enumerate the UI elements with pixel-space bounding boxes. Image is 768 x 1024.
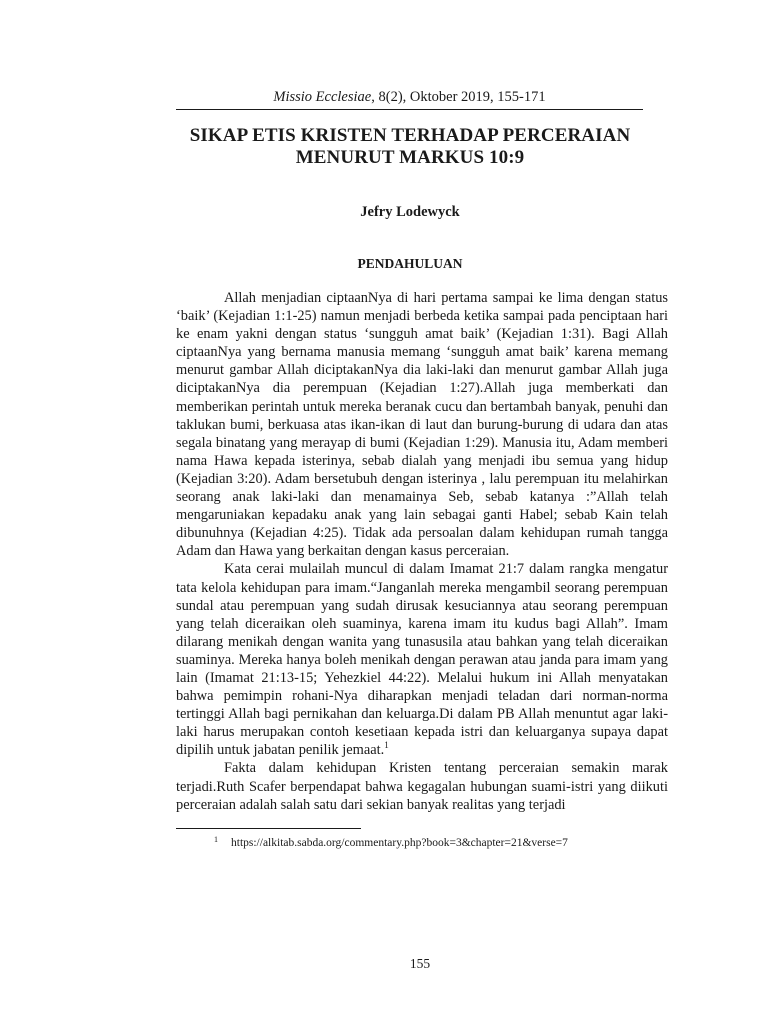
journal-volume-issue: , 8(2), Oktober 2019, 155-171 (371, 89, 546, 105)
article-title (160, 125, 660, 169)
article-title-line-2: MENURUT MARKUS 10:9 (295, 147, 525, 168)
journal-citation-header (176, 88, 643, 106)
section-heading: PENDAHULUAN (357, 256, 463, 271)
paragraph-1: Allah menjadian ciptaanNya di hari pertama sampai ke lima dengan status ‘baik’ (Kejadian 1:1-25) namun menjadi berbeda ketika sampai pada penciptaan hari ke enam yakni dengan status ‘sungguh amat baik’ (Kejadian 1:31). Bagi Allah ciptaanNya yang bernama manusia memang ‘sungguh amat baik’ karena memang menurut gambar Allah diciptakanNya dia laki-laki dan menurut gambar Allah juga diciptakanNya dia perempuan (Kejadian 1:27).Allah juga memberkati dan memberikan perintah untuk mereka beranak cucu dan bertambah banyak, penuhi dan taklukan bumi, berkuasa atas ikan-ikan di laut dan burung-burung di udara dan atas segala binatang yang merayap di bumi (Kejadian 1:29). Manusia itu, Adam memberi nama Hawa kepada isterinya, sebab dialah yang menjadi ibu semua yang hidup (Kejadian 3:20). Adam bersetubuh dengan isterinya , lalu perempuan itu melahirkan seorang anak laki-laki dan menamainya Seb, sebab katanya :”Allah telah mengaruniakan kepadaku anak yang lain sebagai ganti Habel; sebab Kain telah dibunuhnya (Kejadian 4:25). Tidak ada persoalan dalam kehidupan rumah tangga Adam dan Hawa yang berkaitan dengan kasus perceraian. (176, 290, 668, 560)
page-number: 155 (409, 956, 431, 971)
author-name: Jefry Lodewyck (360, 204, 460, 220)
footnote-marker: 1 (214, 835, 218, 844)
journal-name: Missio Ecclesiae (273, 89, 372, 105)
footnote-url[interactable]: https://alkitab.sabda.org/commentary.php?book=3&chapter=21&verse=7 (231, 837, 568, 849)
header-divider (176, 109, 643, 110)
article-title-line-1: SIKAP ETIS KRISTEN TERHADAP PERCERAIAN (189, 125, 631, 146)
paragraph-3: Fakta dalam kehidupan Kristen tentang perceraian semakin marak terjadi.Ruth Scafer berpendapat bahwa kegagalan hubungan suami-istri yang diikuti perceraian adalah salah satu dari sekian banyak realitas yang terjadi (176, 760, 668, 813)
article-body (176, 289, 668, 814)
footnote-divider (176, 828, 361, 829)
paragraph-2 (176, 560, 668, 759)
footnote-reference[interactable]: 1 (384, 740, 389, 751)
paragraph-2-text: Kata cerai mulailah muncul di dalam Imamat 21:7 dalam rangka mengatur tata kelola kehidupan para imam.“Janganlah mereka mengambil seorang perempuan sundal atau perempuan yang sudah dirusak kesuciannya atau seorang perempuan yang telah diceraikan oleh suaminya, karena imam itu kudus bagi Allah”. Imam dilarang menikah dengan wanita yang tunasusila atau bahkan yang telah diceraikan suaminya. Mereka hanya boleh menikah dengan perawan atau janda para imam yang lain (Imamat 21:13-15; Yehezkiel 44:22). Melalui hukum ini Allah menyatakan bahwa pemimpin rohani-Nya diharapkan menjadi teladan dari norman-norma tertinggi Allah bagi pernikahan dan keluarga.Di dalam PB Allah menuntut agar laki-laki harus merupakan contoh kesetiaan kepada istri dan keluarganya supaya dapat dipilih untuk jabatan penilik jemaat. (176, 561, 668, 759)
